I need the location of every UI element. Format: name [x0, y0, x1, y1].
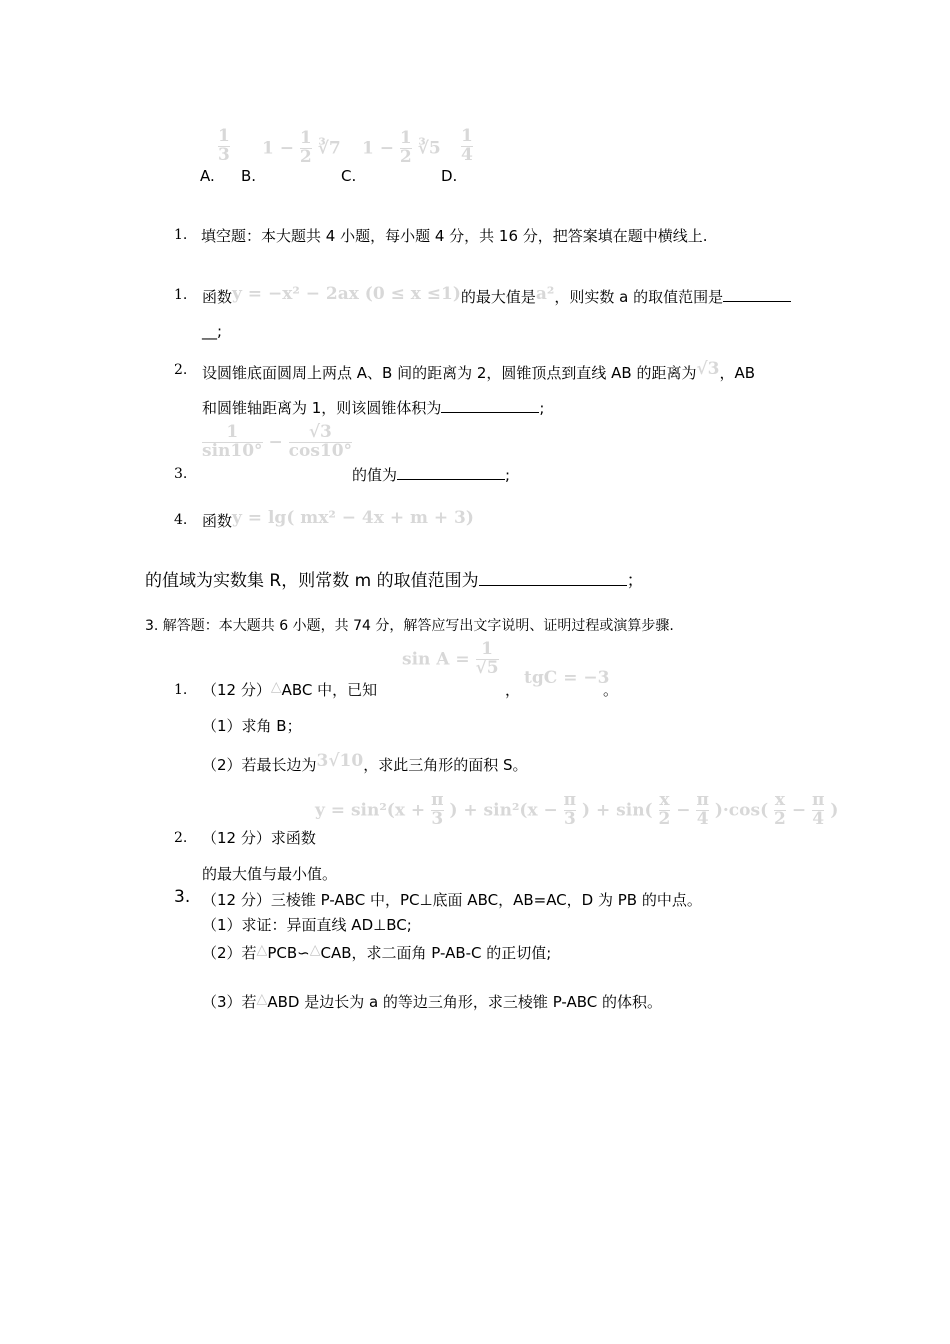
fill-item-4-number: 4.	[174, 512, 188, 528]
solve-item-1-comma: ，	[505, 681, 521, 699]
fill-item-2-text: 设圆锥底面圆周上两点 A、B 间的距离为 2，圆锥顶点到直线 AB 的距离为√3，AB	[202, 359, 756, 382]
solve-item-1-sub2: （2）若最长边为3√10，求此三角形的面积 S。	[202, 751, 528, 774]
solve-item-1-sub1: （1）求角 B；	[202, 717, 302, 735]
fill-section-number: 1.	[174, 227, 188, 243]
solve-item-2-number: 2.	[174, 830, 188, 846]
triangle-icon: △	[309, 942, 321, 958]
choice-b-formula: 1 − $\frac{1}{2}$ ∛7	[262, 128, 341, 167]
solve-item-1-sin-formula: sin A = $\frac{1}{√5}$	[402, 639, 499, 678]
solve-item-1-tg-formula: tgC = −3	[524, 668, 610, 688]
choice-a-formula: 1 3	[218, 126, 230, 165]
fill-item-3-formula: $\frac{1}{\sin 10^\circ}$ − $\frac{√3}{\cos 10^\circ}$	[202, 422, 353, 461]
choice-d-label: D.	[441, 167, 458, 185]
triangle-icon: △	[270, 679, 282, 695]
fill-item-3-blank[interactable]	[397, 463, 505, 480]
solve-item-3-sub1: （1）求证：异面直线 AD⊥BC;	[202, 916, 412, 934]
choice-c-label: C.	[341, 167, 357, 185]
solve-item-1-period: 。	[603, 681, 619, 699]
solve-section-heading: 3. 解答题：本大题共 6 小题，共 74 分，解答应写出文字说明、证明过程或演算步骤.	[145, 618, 674, 634]
solve-item-1-text: （12 分）△ABC 中，已知	[202, 679, 378, 699]
fill-item-2-formula: √3	[696, 359, 720, 379]
fill-item-3-text: 的值为 ;	[352, 463, 510, 485]
choice-d-formula: 1 4	[461, 126, 473, 165]
fill-item-1-blank-cont: __;	[202, 322, 223, 340]
fill-item-2-line2: 和圆锥轴距离为 1，则该圆锥体积为 ;	[202, 396, 544, 418]
choice-c-formula: 1 − $\frac{1}{2}$ ∛5	[362, 128, 441, 167]
fill-item-4-text: 函数y = lg( mx² − 4x + m + 3)	[202, 508, 474, 530]
fill-item-1-blank[interactable]	[723, 285, 791, 302]
solve-item-3-sub3: （3）若△ABD 是边长为 a 的等边三角形，求三棱锥 P-ABC 的体积。	[202, 991, 663, 1011]
solve-item-3-sub2: （2）若△PCB∽△CAB，求二面角 P-AB-C 的正切值;	[202, 942, 552, 962]
fill-item-2-blank[interactable]	[441, 396, 539, 413]
solve-item-2-formula: y = sin²(x + $\frac{\pi}{3}$ ) + sin²(x − $\frac{\pi}{3}$ ) + sin( $\frac{x}{2}$ − $\frac{\pi}{4}$ )·cos( $\frac{x}{2}$ − $\frac{\pi}{4}$ )	[315, 790, 839, 829]
solve-item-2-cont: 的最大值与最小值。	[202, 865, 338, 883]
fill-item-1-formula: y = −x² − 2ax (0 ≤ x ≤1)	[232, 284, 461, 304]
solve-item-3-number: 3.	[174, 887, 191, 907]
fill-item-1-formula2: a²	[535, 284, 555, 304]
fill-item-4-cont: 的值域为实数集 R，则常数 m 的取值范围为 ；	[145, 571, 644, 591]
triangle-icon: △	[256, 991, 268, 1007]
solve-item-3-text: （12 分）三棱锥 P-ABC 中，PC⊥底面 ABC，AB=AC，D 为 PB 的中点。	[202, 891, 702, 909]
fill-item-2-number: 2.	[174, 362, 188, 378]
fill-section-title: 填空题：本大题共 4 小题，每小题 4 分，共 16 分，把答案填在题中横线上.	[201, 227, 708, 245]
fill-item-4-blank[interactable]	[479, 569, 627, 586]
fill-item-1-number: 1.	[174, 287, 188, 303]
choice-b-label: B.	[241, 167, 257, 185]
solve-item-1-sub2-formula: 3√10	[316, 751, 364, 771]
fill-item-4-formula: y = lg( mx² − 4x + m + 3)	[232, 508, 474, 528]
fill-item-1-text: 函数y = −x² − 2ax (0 ≤ x ≤1)的最大值是a²，则实数 a 的取值范围是	[202, 284, 791, 307]
fill-item-3-number: 3.	[174, 466, 188, 482]
choice-a-label: A.	[200, 167, 215, 185]
solve-item-1-number: 1.	[174, 682, 188, 698]
triangle-icon: △	[256, 942, 268, 958]
solve-item-2-text: （12 分）求函数	[202, 829, 316, 847]
